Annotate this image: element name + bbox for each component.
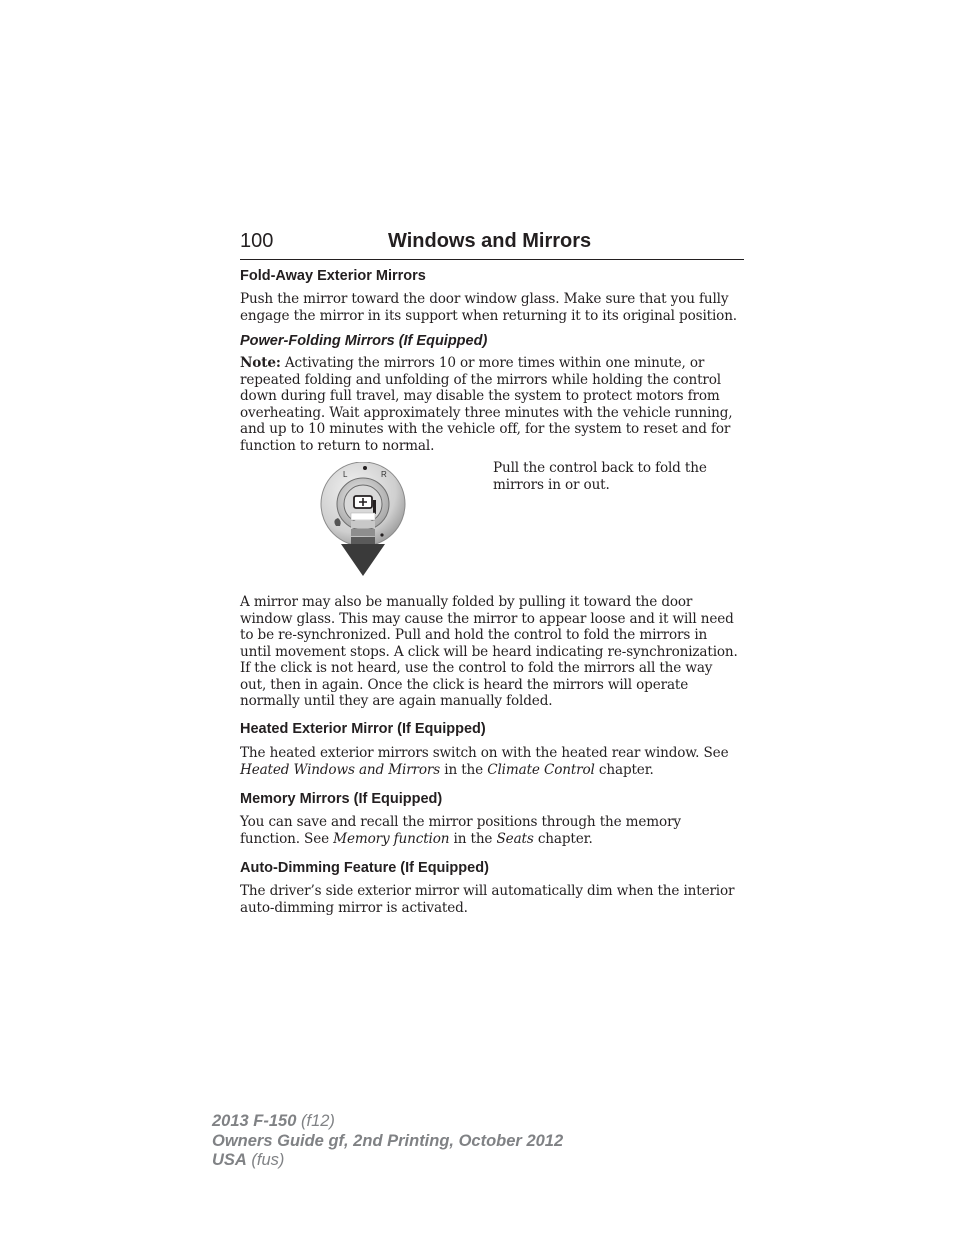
paragraph-auto-dimming xyxy=(240,883,748,916)
text-fragment: function. See xyxy=(240,830,334,847)
chapter-title: Windows and Mirrors xyxy=(388,230,592,252)
figure-caption xyxy=(493,460,743,494)
footer-market: USA xyxy=(212,1151,247,1169)
text-fragment: in the xyxy=(449,830,497,847)
footer-guide: Owners Guide gf, 2nd Printing, October 2012 xyxy=(212,1131,564,1150)
heading-power-folding-mirrors: Power-Folding Mirrors (If Equipped) xyxy=(240,333,488,349)
text-line: function to return to normal. xyxy=(240,437,435,454)
cross-reference-title: Heated Windows and Mirrors xyxy=(240,761,441,778)
text-line: auto-dimming mirror is activated. xyxy=(240,899,468,916)
footer-model: 2013 F-150 xyxy=(212,1112,297,1130)
text-line: If the click is not heard, use the control to fold the mirrors all the way xyxy=(240,660,713,676)
text-line: down during full travel, may disable the system to protect motors from xyxy=(240,388,720,404)
cross-reference-title: Memory function xyxy=(333,830,450,847)
text-fragment: chapter. xyxy=(594,761,654,778)
heading-fold-away-mirrors: Fold-Away Exterior Mirrors xyxy=(240,268,426,284)
paragraph-manual-fold xyxy=(240,594,748,710)
footer-market-code: (fus) xyxy=(246,1151,285,1169)
footer-model-code: (f12) xyxy=(296,1112,335,1130)
paragraph-heated xyxy=(240,745,748,778)
text-line: and up to 10 minutes with the vehicle off, for the system to reset and for xyxy=(240,421,731,437)
heading-auto-dimming: Auto-Dimming Feature (If Equipped) xyxy=(240,860,489,876)
text-line: engage the mirror in its support when returning it to its original position. xyxy=(240,307,737,324)
text-line: mirrors in or out. xyxy=(493,477,610,493)
text-fragment: in the xyxy=(440,761,488,778)
text-line: You can save and recall the mirror positions through the memory xyxy=(240,814,681,830)
text-line: out, then in again. Once the click is heard the mirrors will operate xyxy=(240,676,689,693)
note-label: Note: xyxy=(240,355,281,371)
paragraph-note xyxy=(240,355,748,454)
text-line: A mirror may also be manually folded by pulling it toward the door xyxy=(240,594,693,610)
heading-memory-mirrors: Memory Mirrors (If Equipped) xyxy=(240,791,443,807)
cross-reference-chapter: Seats xyxy=(496,830,534,847)
mirror-control-knob-icon xyxy=(318,462,410,578)
text-fragment: chapter. xyxy=(533,830,593,847)
mirror-fold-control-illustration xyxy=(318,462,410,578)
left-mirror-label: L xyxy=(343,470,348,479)
text-line: The heated exterior mirrors switch on with the heated rear window. See xyxy=(240,745,729,761)
page-header xyxy=(240,228,744,260)
cross-reference-chapter: Climate Control xyxy=(487,761,595,778)
text-line: overheating. Wait approximately three minutes with the vehicle running, xyxy=(240,404,733,421)
text-line: repeated folding and unfolding of the mirrors while holding the control xyxy=(240,371,721,388)
text-line: until movement stops. A click will be heard indicating re-synchronization. xyxy=(240,643,738,660)
paragraph-memory xyxy=(240,814,748,847)
right-mirror-label: R xyxy=(381,470,387,479)
text-line: Pull the control back to fold the xyxy=(493,460,707,476)
text-line: window glass. This may cause the mirror to appear loose and it will need xyxy=(240,610,734,627)
text-line: Activating the mirrors 10 or more times within one minute, or xyxy=(280,355,705,371)
page-number: 100 xyxy=(240,230,274,252)
text-line: Push the mirror toward the door window glass. Make sure that you fully xyxy=(240,291,729,307)
text-line: The driver’s side exterior mirror will automatically dim when the interior xyxy=(240,883,735,899)
paragraph-fold-away xyxy=(240,291,748,324)
page-footer xyxy=(212,1112,563,1171)
text-line: normally until they are again manually folded. xyxy=(240,693,553,709)
heading-heated-mirror: Heated Exterior Mirror (If Equipped) xyxy=(240,721,486,737)
text-line: to be re-synchronized. Pull and hold the control to fold the mirrors in xyxy=(240,627,708,643)
